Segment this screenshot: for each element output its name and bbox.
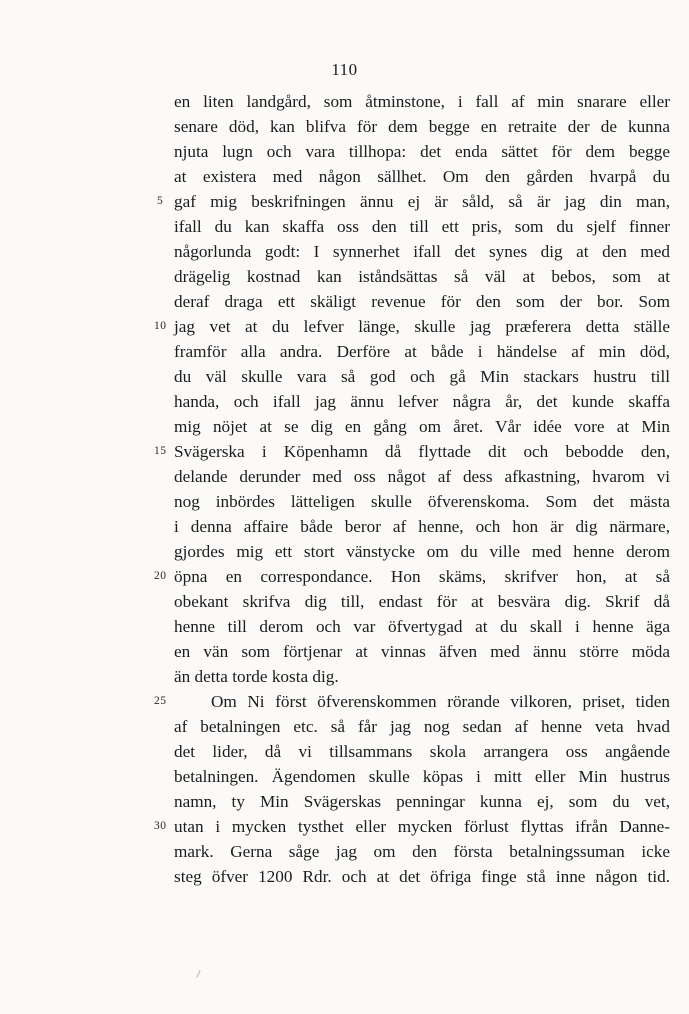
text-line: deraf draga ett skäligt revenue för den som der bor. Som [174, 292, 670, 311]
text-line: njuta lugn och vara tillhopa: det enda sättet för dem begge [174, 142, 670, 161]
text-line: at existera med någon sällhet. Om den gården hvarpå du [174, 167, 670, 186]
text-line: en vän som förtjenar at vinnas äfven med ännu större möda [174, 642, 670, 661]
text-line: henne till derom och var öfvertygad at du skall i henne äga [174, 617, 670, 636]
text-line: en liten landgård, som åtminstone, i fall af min snarare eller [174, 92, 670, 111]
line-number: 10 [154, 320, 167, 332]
text-line: senare död, kan blifva för dem begge en retraite der de kunna [174, 117, 670, 136]
text-line: mark. Gerna såge jag om den första betalningssuman icke [174, 842, 670, 861]
line-number: 15 [154, 445, 167, 457]
body-text [154, 89, 670, 889]
text-line: du väl skulle vara så god och gå Min stackars hustru till [174, 367, 670, 386]
text-line: 10 jag vet at du lefver länge, skulle jag præferera detta ställe [174, 314, 670, 339]
page-number: 110 [331, 60, 358, 79]
text-line: mig nöjet at se dig en gång om året. Vår idée vore at Min [174, 417, 670, 436]
text-line: än detta torde kosta dig. [174, 667, 339, 686]
text-line: betalningen. Ägendomen skulle köpas i mitt eller Min hustrus [174, 767, 670, 786]
line-number: 25 [154, 695, 167, 707]
text-line: framför alla andra. Derföre at både i händelse af min död, [174, 342, 670, 361]
text-line: nog inbördes lätteligen skulle öfverenskoma. Som det mästa [174, 492, 670, 511]
text-line: det lider, då vi tillsammans skola arrangera oss angående [174, 742, 670, 761]
text-line: namn, ty Min Svägerskas penningar kunna ej, som du vet, [174, 792, 670, 811]
line-number: 30 [154, 820, 167, 832]
line-number: 5 [157, 195, 164, 207]
text-line: i denna affaire både beror af henne, och hon är dig närmare, [174, 517, 670, 536]
text-line: drägelig kostnad kan iståndsättas så väl at bebos, som at [174, 267, 670, 286]
text-line: ifall du kan skaffa oss den till ett pris, som du sjelf finner [174, 217, 670, 236]
text-line: handa, och ifall jag ännu lefver några år, det kunde skaffa [174, 392, 670, 411]
text-line: 25 Om Ni först öfverenskommen rörande vilkoren, priset, tiden [174, 689, 670, 714]
text-line: gjordes mig ett stort vänstycke om du ville med henne derom [174, 542, 670, 561]
line-number: 20 [154, 570, 167, 582]
text-line: steg öfver 1200 Rdr. och at det öfriga finge stå inne någon tid. [174, 867, 670, 886]
text-line: 5 gaf mig beskrifningen ännu ej är såld, så är jag din man, [174, 189, 670, 214]
text-line: 20 öpna en correspondance. Hon skäms, skrifver hon, at så [174, 564, 670, 589]
text-line: af betalningen etc. så får jag nog sedan af henne veta hvad [174, 717, 670, 736]
text-line: delande derunder med oss något af dess afkastning, hvarom vi [174, 467, 670, 486]
text-line: 15 Svägerska i Köpenhamn då flyttade dit och bebodde den, [174, 439, 670, 464]
text-line: någorlunda godt: I synnerhet ifall det synes dig at den med [174, 242, 670, 261]
paper-mark [196, 970, 200, 978]
text-line: 30 utan i mycken tysthet eller mycken förlust flyttas ifrån Danne- [174, 814, 670, 839]
text-line: obekant skrifva dig till, endast för at besvära dig. Skrif då [174, 592, 670, 611]
